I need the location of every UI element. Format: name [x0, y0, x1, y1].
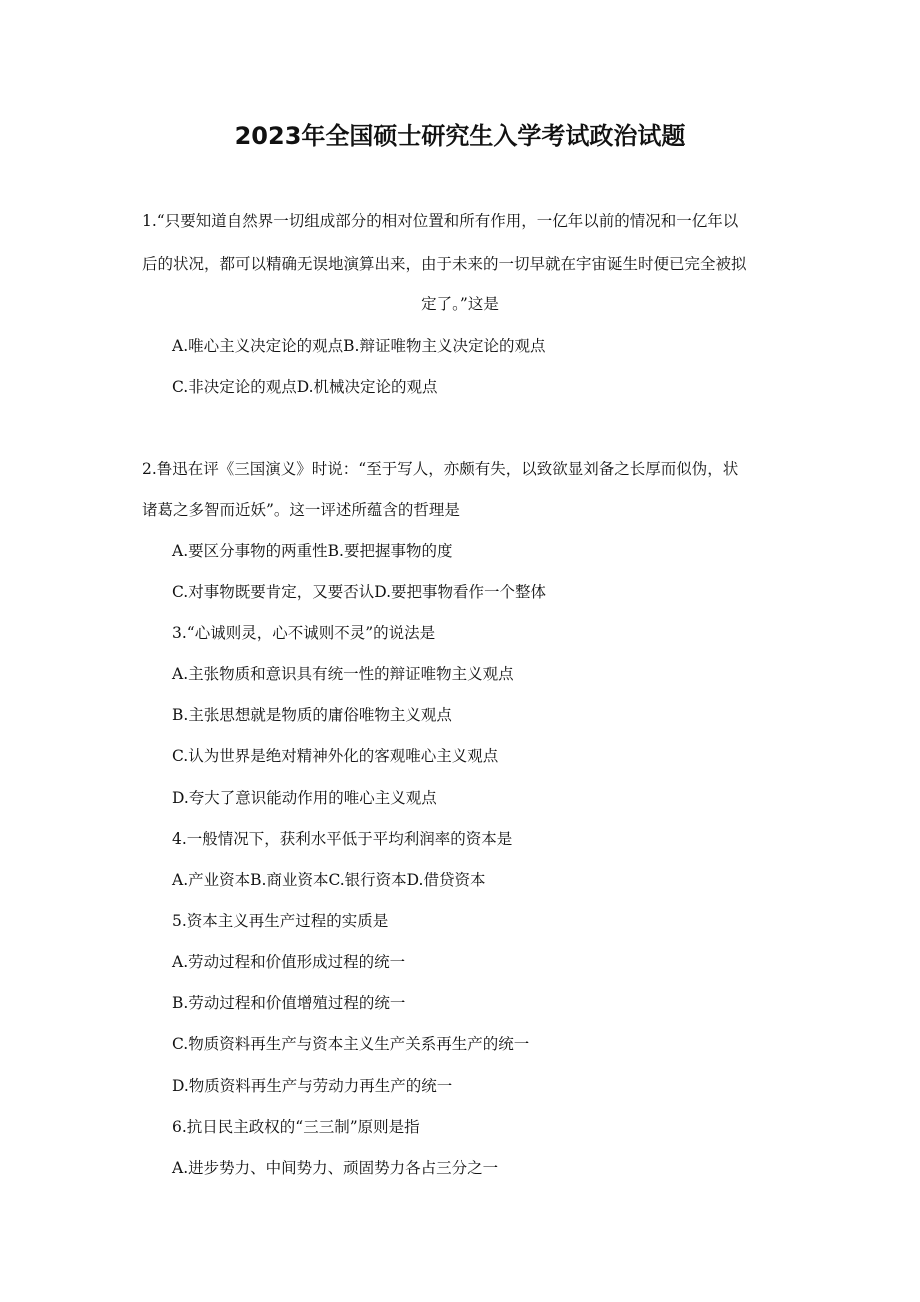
- question-3-option-d: D.夸大了意识能动作用的唯心主义观点: [172, 789, 437, 807]
- question-1-stem-line-3: 定了。”这是: [421, 295, 499, 313]
- question-4-options: A.产业资本B.商业资本C.银行资本D.借贷资本: [172, 871, 486, 889]
- page-title: 2023年全国硕士研究生入学考试政治试题: [234, 122, 686, 150]
- question-1-options-ab: A.唯心主义决定论的观点B.辩证唯物主义决定论的观点: [172, 337, 546, 355]
- question-5-option-d: D.物质资料再生产与劳动力再生产的统一: [172, 1077, 453, 1095]
- question-2-stem-line-2: 诸葛之多智而近妖”。这一评述所蕴含的哲理是: [142, 501, 460, 519]
- question-6-option-a: A.进步势力、中间势力、顽固势力各占三分之一: [172, 1159, 499, 1177]
- question-6-stem: 6.抗日民主政权的“三三制”原则是指: [172, 1118, 420, 1136]
- question-4-stem: 4.一般情况下，获利水平低于平均利润率的资本是: [172, 830, 513, 848]
- question-5-option-b: B.劳动过程和价值增殖过程的统一: [172, 994, 406, 1012]
- question-3-option-c: C.认为世界是绝对精神外化的客观唯心主义观点: [172, 747, 499, 765]
- question-5-option-c: C.物质资料再生产与资本主义生产关系再生产的统一: [172, 1035, 530, 1053]
- question-2-options-ab: A.要区分事物的两重性B.要把握事物的度: [172, 542, 453, 560]
- question-3-stem: 3.“心诚则灵，心不诚则不灵”的说法是: [172, 624, 436, 642]
- question-3-option-b: B.主张思想就是物质的庸俗唯物主义观点: [172, 706, 452, 724]
- question-2-options-cd: C.对事物既要肯定，又要否认D.要把事物看作一个整体: [172, 583, 547, 601]
- question-5-option-a: A.劳动过程和价值形成过程的统一: [172, 953, 406, 971]
- question-2-stem-line-1: 2.鲁迅在评《三国演义》时说：“至于写人，亦颇有失，以致欲显刘备之长厚而似伪，状: [142, 460, 739, 478]
- question-1-stem-line-2: 后的状况，都可以精确无误地演算出来，由于未来的一切早就在宇宙诞生时便已完全被拟: [142, 255, 747, 273]
- question-3-option-a: A.主张物质和意识具有统一性的辩证唯物主义观点: [172, 665, 514, 683]
- question-1-stem-line-1: 1.“只要知道自然界一切组成部分的相对位置和所有作用，一亿年以前的情况和一亿年以: [142, 212, 739, 230]
- question-1-options-cd: C.非决定论的观点D.机械决定论的观点: [172, 378, 438, 396]
- question-5-stem: 5.资本主义再生产过程的实质是: [172, 912, 389, 930]
